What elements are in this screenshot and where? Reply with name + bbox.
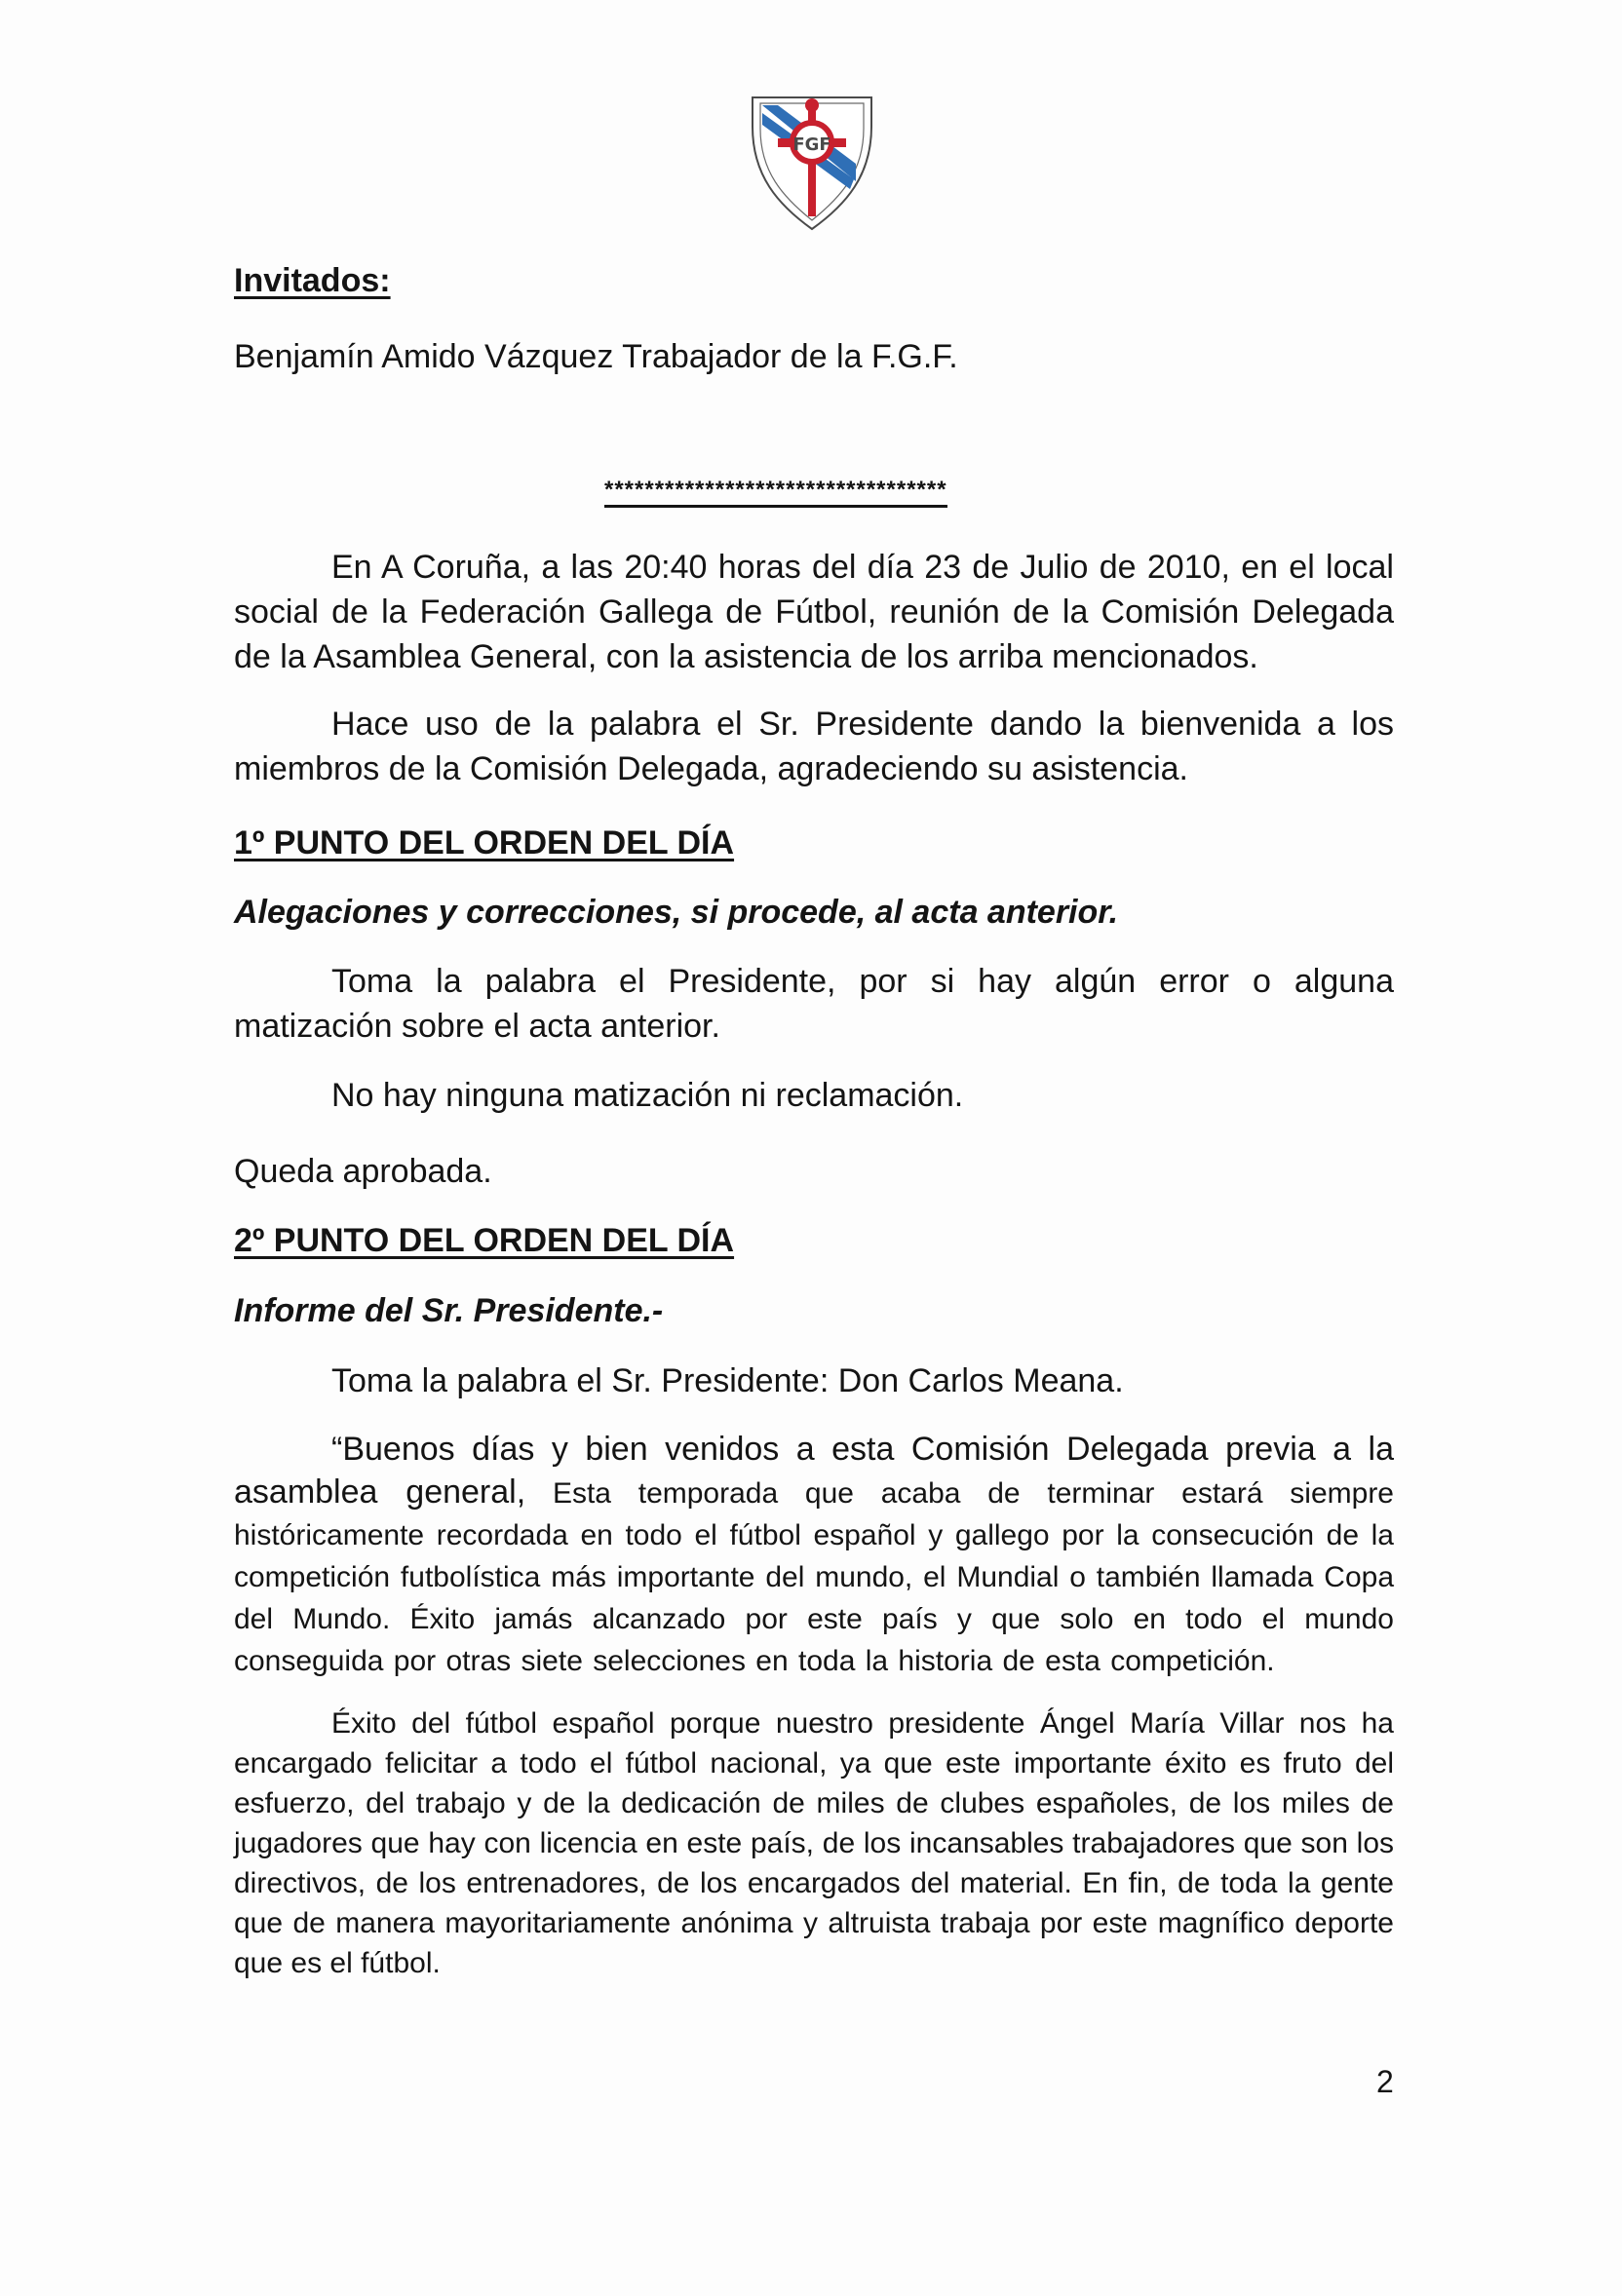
separator-asterisks: ********************************** bbox=[604, 478, 947, 508]
punto1-paragraph-2: No hay ninguna matización ni reclamación. bbox=[331, 1077, 964, 1114]
intro-paragraph-2: Hace uso de la palabra el Sr. Presidente dando la bienvenida a los miembros de la Comisión Delegada, agradeciendo su asistencia. bbox=[234, 706, 1394, 787]
punto2-subheading: Informe del Sr. Presidente.- bbox=[234, 1292, 664, 1329]
punto1-heading: 1º PUNTO DEL ORDEN DEL DÍA bbox=[234, 824, 735, 861]
punto2-heading: 2º PUNTO DEL ORDEN DEL DÍA bbox=[234, 1222, 735, 1259]
invitados-line: Benjamín Amido Vázquez Trabajador de la F.G.F. bbox=[234, 338, 958, 375]
logo-monogram: FGF bbox=[792, 134, 831, 155]
invitados-heading: Invitados: bbox=[234, 262, 391, 299]
fgf-shield-logo bbox=[749, 88, 875, 234]
punto1-subheading: Alegaciones y correcciones, si procede, al acta anterior. bbox=[234, 894, 1119, 931]
intro-paragraph-1: En A Coruña, a las 20:40 horas del día 23 de Julio de 2010, en el local social de la Federación Gallega de Fútbol, reunión de la Comisión Delegada de la Asamblea General, con la asistencia de los arriba mencionados. bbox=[234, 549, 1394, 675]
speech-paragraph bbox=[234, 1429, 1394, 1682]
punto1-paragraph-3: Queda aprobada. bbox=[234, 1153, 492, 1190]
page-number: 2 bbox=[1376, 2064, 1394, 2099]
punto2-paragraph-3: Éxito del fútbol español porque nuestro presidente Ángel María Villar nos ha encargado felicitar a todo el fútbol nacional, ya que este importante éxito es fruto del esfuerzo, del trabajo y de la dedicación de miles de clubes españoles, de los miles de jugadores que hay con licencia en este país, de los incansables trabajadores que son los directivos, de los entrenadores, de los encargados del material. En fin, de toda la gente que de manera mayoritariamente anónima y altruista trabaja por este magnífico deporte que es el fútbol. bbox=[234, 1707, 1394, 1979]
punto1-paragraph-1: Toma la palabra el Presidente, por si hay algún error o alguna matización sobre el acta anterior. bbox=[234, 963, 1394, 1045]
speech-rest: Esta temporada que acaba de terminar estará siempre históricamente recordada en todo el fútbol español y gallego por la consecución de la competición futbolística más importante del mundo, el Mundial o también llamada Copa del Mundo. Éxito jamás alcanzado por este país y que solo en todo el mundo conseguida por otras siete selecciones en toda la historia de esta competición. bbox=[234, 1477, 1394, 1677]
punto2-paragraph-1: Toma la palabra el Sr. Presidente: Don Carlos Meana. bbox=[331, 1362, 1124, 1399]
cross-top-ring bbox=[805, 98, 819, 112]
speech-opening: “Buenos días y bien venidos a esta Comisión Delegada previa a la asamblea general, bbox=[234, 1431, 1394, 1511]
